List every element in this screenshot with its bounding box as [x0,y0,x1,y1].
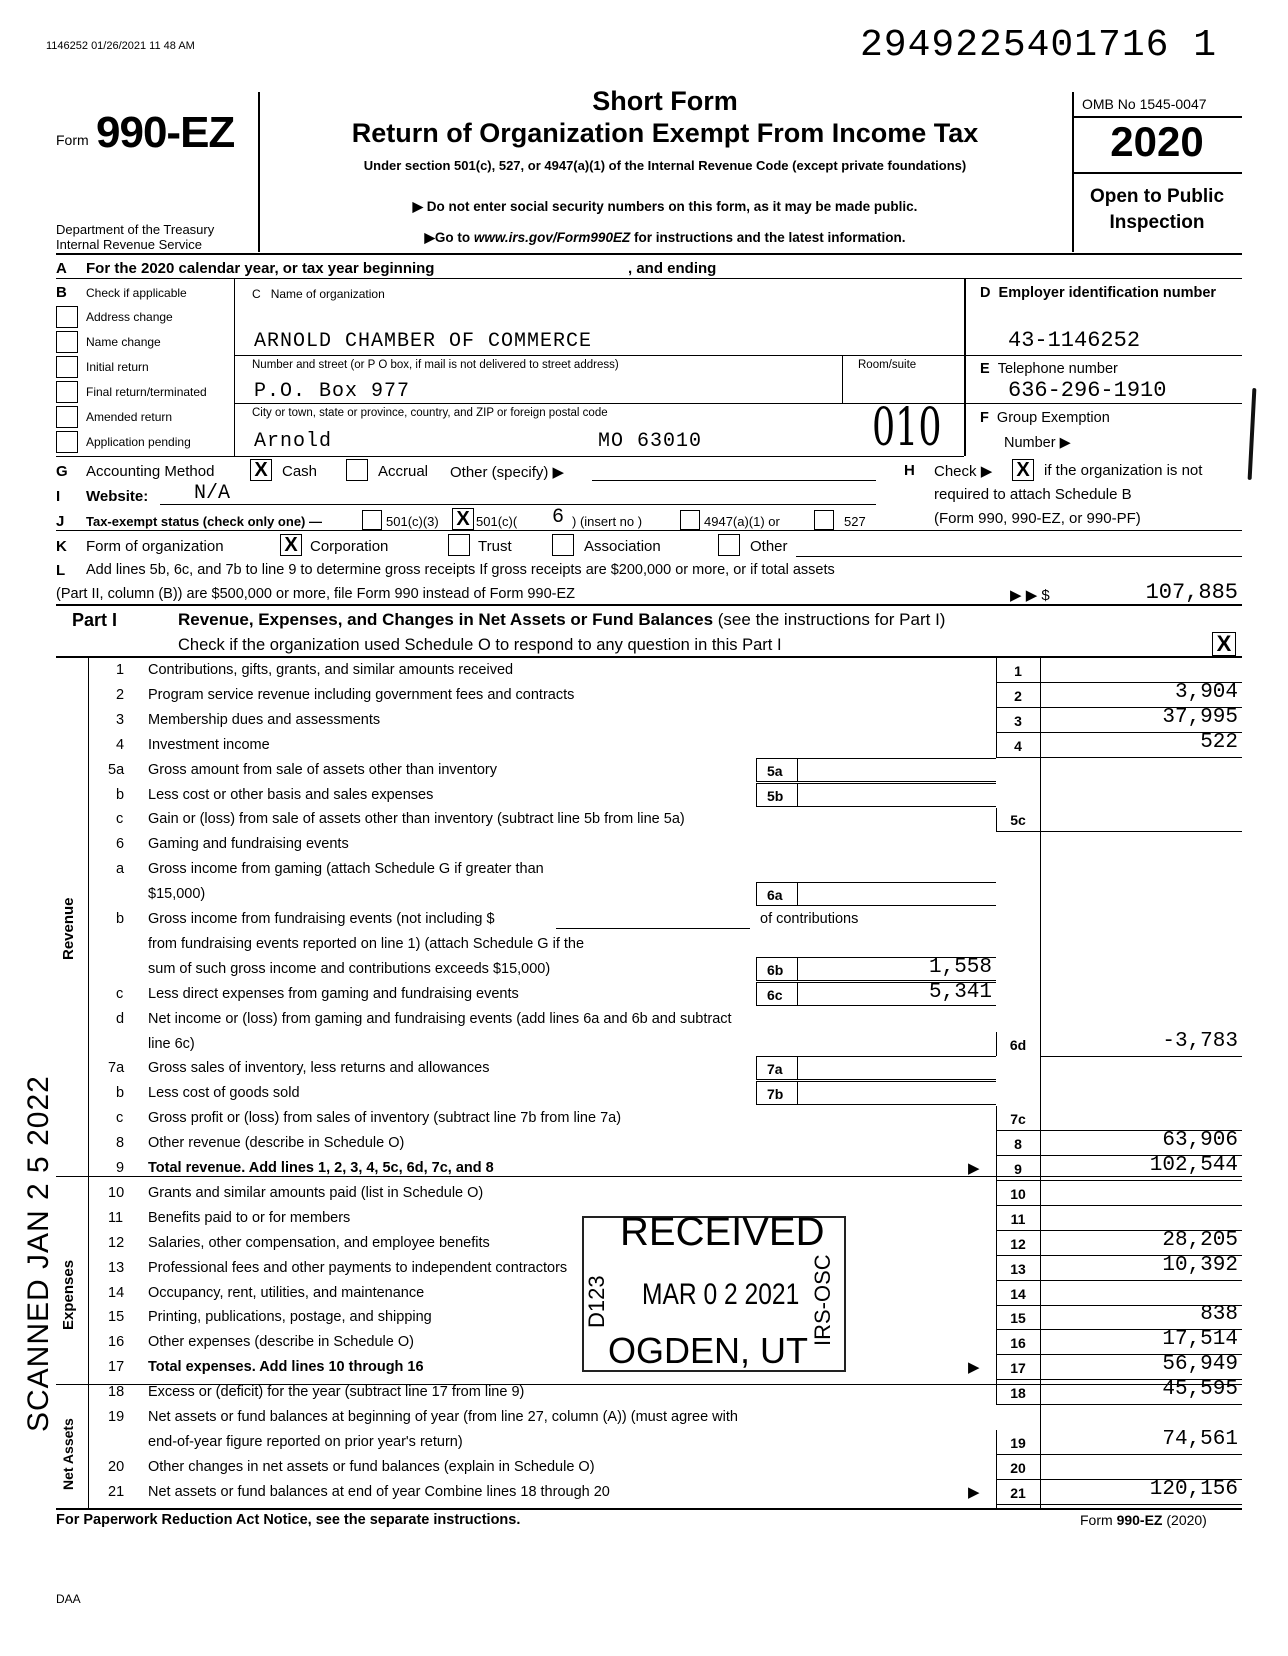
sub-line-box [756,758,798,782]
trust-label: Trust [478,538,512,555]
line-number: a [116,861,125,877]
irs-link[interactable]: www.irs.gov/Form990EZ [473,230,631,245]
table-row [0,1007,1288,1032]
open-to-public: Open to Public [1089,186,1225,207]
line-number: d [116,1011,125,1027]
line-h-letter: H [904,462,915,479]
phone-label: E Telephone number [980,361,1118,377]
line-text: Total revenue. Add lines 1, 2, 3, 4, 5c, 6d, 7c, and 8 [148,1160,494,1176]
table-row [0,832,1288,857]
group-exemption-label: F Group Exemption [980,410,1110,426]
sub-line-amount-field[interactable] [798,957,996,981]
sub-line-label: 5a [767,763,783,779]
arrow-icon: ▶ [968,1484,980,1501]
line-number: 9 [116,1160,125,1176]
line-box-label: 17 [1010,1360,1026,1376]
line-amount: -3,783 [1162,1030,1238,1053]
table-row [0,1405,1288,1430]
accrual-checkbox[interactable] [346,459,368,481]
line-amount: 56,949 [1162,1353,1238,1376]
cash-checkbox[interactable]: X [250,459,272,481]
line-amount: 17,514 [1162,1328,1238,1351]
line-box-label: 11 [1010,1211,1026,1227]
line-a-letter: A [56,260,67,277]
line-l-letter: L [56,562,66,579]
received-stamp [582,1210,846,1372]
table-row [0,1156,1288,1181]
line-box-label: 19 [1010,1435,1026,1451]
line-box-label: 9 [1014,1161,1022,1177]
line-amount-field[interactable] [1040,1256,1242,1281]
part1-title: Revenue, Expenses, and Changes in Net Assets or Fund Balances (see the instructions for Part I) [178,610,946,629]
scanned-stamp: SCANNED JAN 2 5 2022 [22,1075,55,1432]
line-box-label: 6d [1009,1037,1027,1053]
sub-line-box [756,957,798,981]
corporation-checkbox[interactable]: X [280,534,302,556]
ssn-notice: ▶ Do not enter social security numbers on this form, as it may be made public. [412,199,918,214]
line-b-letter: B [56,284,67,301]
line-text: Salaries, other compensation, and employee benefits [148,1235,490,1251]
form-word: Form [56,132,89,148]
insert-no-label: ) (insert no ) [572,514,643,529]
table-row [0,1032,1288,1057]
part1-label: Part I [72,610,118,630]
sub-line-amount-field[interactable] [798,982,996,1006]
h-text4: (Form 990, 990-EZ, or 990-PF) [934,510,1141,527]
line-number: 12 [108,1235,125,1251]
instructions-notice: ▶Go to www.irs.gov/Form990EZ for instructions and the latest information. [424,230,906,245]
table-row [0,882,1288,907]
line-text: Gross sales of inventory, less returns and allowances [148,1060,490,1076]
table-row [0,1380,1288,1405]
revenue-side-label: Revenue [60,897,77,960]
handwritten-code: 010 [872,398,942,458]
line-text: Benefits paid to or for members [148,1210,351,1226]
sub-line-amount-field[interactable] [798,758,996,782]
sub-line-box [756,982,798,1006]
line-amount-field[interactable] [1040,1430,1242,1455]
line-amount-field[interactable] [1040,683,1242,708]
line-amount: 45,595 [1162,1378,1238,1401]
line-amount-field[interactable] [1040,1455,1242,1480]
sub-line-box [756,1081,798,1105]
501c-insert-value: 6 [552,506,565,529]
arrow-icon: ▶ [968,1160,980,1177]
line-number: 6 [116,836,125,852]
line-amount-field[interactable] [1040,1206,1242,1231]
name-change-checkbox[interactable] [56,331,78,353]
line-text: Gross income from fundraising events (not including $ [148,911,495,927]
line-text: Membership dues and assessments [148,712,381,728]
arrow-icon: ▶ [968,1359,980,1376]
sub-line-amount-field[interactable] [798,1081,996,1105]
table-row [0,1480,1288,1505]
501c-checkbox[interactable]: X [452,508,474,530]
table-row [0,957,1288,982]
line-number: 5a [108,762,125,778]
schedule-b-checkbox[interactable]: X [1012,459,1034,481]
501c3-label: 501(c)(3) [386,514,439,529]
table-row [0,857,1288,882]
line-number: 20 [108,1459,125,1475]
line-text: Gross amount from sale of assets other than inventory [148,762,497,778]
line-text: Excess or (deficit) for the year (subtract line 17 from line 9) [148,1384,525,1400]
line-text: Program service revenue including government fees and contracts [148,687,575,703]
line-j-letter: J [56,513,65,530]
sub-line-amount-field[interactable] [798,1056,996,1080]
check-if-applicable: Check if applicable [86,286,187,300]
stamp-date: MAR 0 2 2021 [642,1278,800,1311]
tax-year: 2020 [1110,118,1204,165]
line-amount-field[interactable] [1040,1156,1242,1181]
line-amount: 10,392 [1162,1254,1238,1277]
gross-receipts-value: 107,885 [1145,580,1238,605]
line-text: end-of-year figure reported on prior year's return) [148,1434,463,1450]
form-of-org-label: Form of organization [86,538,224,555]
sub-line-label: 7a [767,1061,783,1077]
line-text: Gross profit or (loss) from sales of inventory (subtract line 7b from line 7a) [148,1110,622,1126]
line-text: Less cost of goods sold [148,1085,300,1101]
table-row [0,1081,1288,1106]
form-subtitle: Under section 501(c), 527, or 4947(a)(1) of the Internal Revenue Code (except private foundations) [363,158,967,173]
line-number: c [116,1110,124,1126]
sub-line-label: 5b [767,788,784,804]
final-return-label: Final return/terminated [86,385,207,399]
line-amount-field[interactable] [1040,1480,1242,1505]
line-number: 21 [108,1484,125,1500]
line-text: Other changes in net assets or fund balances (explain in Schedule O) [148,1459,595,1475]
line-g-letter: G [56,463,68,480]
line-box-label: 7c [1010,1111,1026,1127]
dept-treasury: Department of the Treasury [56,222,215,237]
arrow-icon: ▶ [1059,435,1071,451]
application-pending-label: Application pending [86,435,191,449]
line-box-label: 4 [1014,738,1022,754]
c-label: C Name of organization [252,287,385,301]
table-row [0,1455,1288,1480]
line-amount-field[interactable] [1040,658,1242,683]
line-number: 8 [116,1135,125,1151]
h-text2: if the organization is not [1044,462,1203,479]
line-amount: 74,561 [1162,1428,1238,1451]
inspection: Inspection [1109,212,1205,233]
schedule-o-checkbox[interactable]: X [1212,632,1236,656]
room-suite-label: Room/suite [858,359,917,371]
paperwork-notice: For Paperwork Reduction Act Notice, see the separate instructions. [56,1512,521,1528]
line-number: 18 [108,1384,125,1400]
pen-mark [1248,388,1257,480]
line-number: c [116,986,124,1002]
table-row [0,1131,1288,1156]
line-box-label: 8 [1014,1136,1022,1152]
tax-exempt-label: Tax-exempt status (check only one) — [86,514,322,529]
line-amount-field[interactable] [1040,1032,1242,1057]
line-amount: 37,995 [1162,706,1238,729]
name-change-label: Name change [86,335,161,349]
application-pending-checkbox[interactable] [56,431,78,453]
arrow-icon: ▶ [412,199,427,214]
state-zip: MO 63010 [598,430,703,453]
line-text: Net income or (loss) from gaming and fundraising events (add lines 6a and 6b and subtract [148,1011,732,1027]
table-row [0,658,1288,683]
line-amount: 120,156 [1149,1478,1238,1501]
line-amount-field[interactable] [1040,733,1242,758]
sub-line-amount: 5,341 [928,981,992,1004]
line-number: 1 [116,662,125,678]
street-label: Number and street (or P O box, if mail is not delivered to street address) [252,359,619,371]
line-amount-field[interactable] [1040,708,1242,733]
line-text: Grants and similar amounts paid (list in Schedule O) [148,1185,484,1201]
line-amount: 63,906 [1162,1129,1238,1152]
sub-line-label: 7b [767,1086,784,1102]
sub-line-box [756,783,798,807]
daa-mark: DAA [56,1592,81,1606]
line-amount-field[interactable] [1040,1181,1242,1206]
footer-form-ref: Form 990-EZ (2020) [1080,1512,1207,1528]
line-amount: 28,205 [1162,1229,1238,1252]
scan-timestamp: 1146252 01/26/2021 11 48 AM [46,40,195,52]
line-l-dollar: ▶ ▶ $ [1010,587,1050,604]
stamp-right-code: IRS-OSC [810,1254,835,1346]
other-specify-label: Other (specify) ▶ [450,464,565,481]
line-amount-field[interactable] [1040,1355,1242,1380]
stamp-received: RECEIVED [620,1210,825,1254]
line-number: 4 [116,737,125,753]
line-k-letter: K [56,538,67,555]
line-amount-field[interactable] [1040,1305,1242,1330]
table-row [0,758,1288,783]
line-amount-field[interactable] [1040,1231,1242,1256]
line-text: sum of such gross income and contributions exceeds $15,000) [148,961,551,977]
line-amount: 522 [1200,731,1238,754]
line-a-ending: , and ending [628,260,717,277]
line-amount: 102,544 [1149,1154,1238,1177]
table-row [0,982,1288,1007]
association-checkbox[interactable] [552,534,574,556]
initial-return-checkbox[interactable] [56,356,78,378]
line-l-text1: Add lines 5b, 6c, and 7b to line 9 to determine gross receipts If gross receipts are $200,000 or more, or if total assets [86,562,835,578]
501c-label: 501(c)( [476,514,518,529]
line-box-label: 12 [1010,1236,1026,1252]
sub-line-label: 6b [767,962,784,978]
org-name: ARNOLD CHAMBER OF COMMERCE [254,330,593,353]
accounting-method-label: Accounting Method [86,463,215,480]
501c3-checkbox[interactable] [362,510,382,530]
line-amount-field[interactable] [1040,1131,1242,1156]
line-l-text2: (Part II, column (B)) are $500,000 or more, file Form 990 instead of Form 990-EZ [56,586,575,602]
line-box-label: 13 [1010,1261,1026,1277]
street-address: P.O. Box 977 [254,380,411,403]
h-text3: required to attach Schedule B [934,486,1132,503]
arrow-icon: ▶ [980,463,993,480]
line-text: $15,000) [148,886,206,902]
sub-line-amount-field[interactable] [798,783,996,807]
address-change-checkbox[interactable] [56,306,78,328]
527-label: 527 [844,514,866,529]
line-text: Printing, publications, postage, and shipping [148,1309,432,1325]
line-box-label: 20 [1010,1460,1026,1476]
line-amount: 3,904 [1174,681,1238,704]
address-change-label: Address change [86,310,173,324]
line-box-label: 1 [1014,663,1022,679]
cash-label: Cash [282,463,318,480]
trust-checkbox[interactable] [448,534,470,556]
form-title: Return of Organization Exempt From Income Tax [351,118,979,148]
amended-return-checkbox[interactable] [56,406,78,428]
h-check-label: Check ▶ [934,463,993,480]
line-number: 3 [116,712,125,728]
expenses-side-label: Expenses [60,1259,77,1330]
city: Arnold [254,430,333,453]
line-text: Gross income from gaming (attach Schedule G if greater than [148,861,544,877]
line-text: from fundraising events reported on line 1) (attach Schedule G if the [148,936,585,952]
arrow-icon: ▶ ▶ [1010,587,1042,604]
line-box-label: 16 [1010,1335,1026,1351]
line-text: Total expenses. Add lines 10 through 16 [148,1359,424,1375]
stamp-place: OGDEN, UT [608,1330,809,1371]
line-number: 19 [108,1409,125,1425]
line-number: b [116,911,125,927]
form-title-short: Short Form [592,86,738,116]
line-box-label: 21 [1010,1485,1026,1501]
4947-checkbox[interactable] [680,510,700,530]
sub-line-box [756,1056,798,1080]
website-value: N/A [194,482,231,505]
line-box-label: 2 [1014,688,1022,704]
ein-value: 43-1146252 [1008,328,1141,353]
line-number: b [116,1085,125,1101]
arrow-icon: ▶ [552,464,565,481]
sub-line-label: 6a [767,887,783,903]
line-number: 2 [116,687,125,703]
line-text: Professional fees and other payments to independent contractors [148,1260,568,1276]
line-box-label: 15 [1010,1310,1026,1326]
net-assets-side-label: Net Assets [60,1418,76,1490]
line-text: Gaming and fundraising events [148,836,349,852]
line-a-text: For the 2020 calendar year, or tax year beginning [86,260,435,277]
line-text-after: of contributions [760,911,859,927]
line-amount: 838 [1200,1303,1238,1326]
corporation-label: Corporation [310,538,389,555]
line-text: Net assets or fund balances at beginning of year (from line 27, column (A)) (must agree with [148,1409,738,1425]
line-number: 11 [108,1210,124,1226]
other-org-label: Other [750,538,788,555]
line-text: Net assets or fund balances at end of year Combine lines 18 through 20 [148,1484,610,1500]
table-row [0,807,1288,832]
accrual-label: Accrual [378,463,429,480]
line-amount-field[interactable] [1040,1380,1242,1405]
line-text: Other revenue (describe in Schedule O) [148,1135,405,1151]
sub-line-box [756,882,798,906]
line-box-label: 5c [1010,812,1026,828]
line-box-label: 18 [1010,1385,1026,1401]
4947-label: 4947(a)(1) or [704,514,780,529]
line-number: 7a [108,1060,125,1076]
line-number: 14 [108,1285,125,1301]
table-row [0,1056,1288,1081]
sub-line-amount-field[interactable] [798,882,996,906]
line-number: 13 [108,1260,125,1276]
line-text: Investment income [148,737,270,753]
irs-name: Internal Revenue Service [56,237,202,252]
part1-check-text: Check if the organization used Schedule O to respond to any question in this Part I [178,636,782,654]
ein-label: D Employer identification number [980,285,1217,301]
line-number: 15 [108,1309,125,1325]
table-row [0,783,1288,808]
amended-return-label: Amended return [86,410,173,424]
line-i-letter: I [56,488,61,505]
527-checkbox[interactable] [814,510,834,530]
line-number: c [116,811,124,827]
table-row [0,1430,1288,1455]
line-box-label: 3 [1014,713,1022,729]
line-text: Less cost or other basis and sales expenses [148,787,434,803]
phone-value: 636-296-1910 [1008,378,1167,403]
association-label: Association [584,538,661,555]
table-row [0,932,1288,957]
table-row [0,907,1288,932]
line-text: Less direct expenses from gaming and fundraising events [148,986,519,1002]
line-number: 10 [108,1185,125,1201]
sub-line-amount: 1,558 [928,956,992,979]
city-label: City or town, state or province, country, and ZIP or foreign postal code [252,407,608,419]
barcode-number: 2949225401716 1 [860,24,1218,67]
line-amount-field[interactable] [1040,1330,1242,1355]
initial-return-label: Initial return [86,360,149,374]
line-number: 16 [108,1334,125,1350]
line-text: Gain or (loss) from sale of assets other than inventory (subtract line 5b from line 5a) [148,811,685,827]
final-return-checkbox[interactable] [56,381,78,403]
sub-line-label: 6c [767,987,783,1003]
line-number: 17 [108,1359,125,1375]
line-number: b [116,787,125,803]
line-box-label: 10 [1010,1186,1026,1202]
table-row [0,1181,1288,1206]
line-box-label: 14 [1010,1286,1026,1302]
form-number: 990-EZ [96,108,235,157]
table-row [0,733,1288,758]
stamp-left-code: D123 [584,1275,609,1328]
line-text: line 6c) [148,1036,195,1052]
arrow-icon: ▶ [424,230,435,245]
omb-number: OMB No 1545-0047 [1082,96,1207,112]
line-text: Other expenses (describe in Schedule O) [148,1334,414,1350]
table-row [0,1106,1288,1131]
table-row [0,708,1288,733]
table-row [0,683,1288,708]
line-amount-field[interactable] [1040,807,1242,832]
group-number-label: Number ▶ [1004,435,1071,451]
line-amount-field[interactable] [1040,1106,1242,1131]
line-text: Contributions, gifts, grants, and similar amounts received [148,662,514,678]
line-text: Occupancy, rent, utilities, and maintenance [148,1285,425,1301]
website-label: Website: [86,488,149,505]
other-org-checkbox[interactable] [718,534,740,556]
